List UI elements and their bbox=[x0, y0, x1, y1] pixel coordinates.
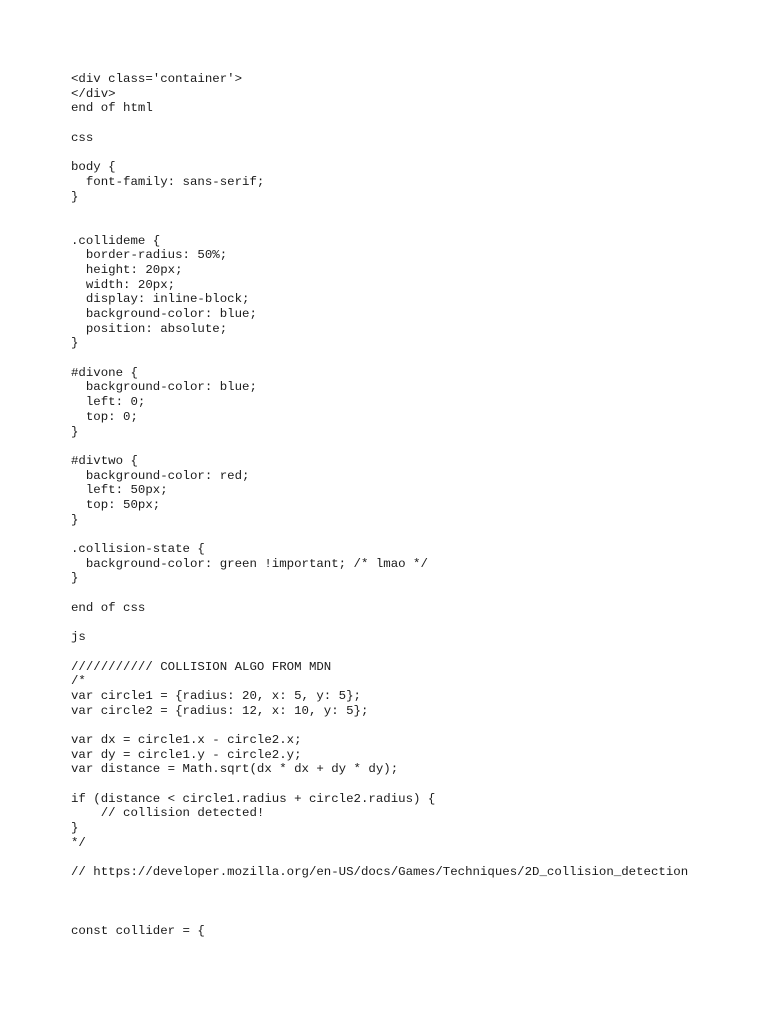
code-line: } bbox=[71, 571, 79, 586]
code-line bbox=[71, 219, 688, 234]
code-line: background-color: blue; bbox=[71, 307, 257, 321]
code-line bbox=[71, 645, 688, 660]
code-line: } bbox=[71, 821, 79, 836]
code-line: css bbox=[71, 130, 94, 145]
code-line: /* bbox=[71, 674, 86, 689]
code-line bbox=[71, 586, 688, 601]
code-line: var circle1 = {radius: 20, x: 5, y: 5}; bbox=[71, 688, 361, 703]
code-line bbox=[71, 439, 688, 454]
code-line bbox=[71, 145, 688, 160]
code-line: #divtwo { bbox=[71, 453, 138, 468]
code-line: end of html bbox=[71, 101, 153, 116]
code-line bbox=[71, 850, 688, 865]
code-line: */ bbox=[71, 835, 86, 850]
code-line: var dy = circle1.y - circle2.y; bbox=[71, 747, 302, 762]
code-line: const collider = { bbox=[71, 923, 205, 938]
code-line: background-color: red; bbox=[71, 468, 250, 483]
code-line: width: 20px; bbox=[71, 277, 176, 292]
code-line: display: inline-block; bbox=[71, 292, 250, 307]
code-line: } bbox=[71, 189, 79, 204]
code-line: /////////// COLLISION ALGO FROM MDN bbox=[71, 659, 332, 674]
code-line: // collision detected! bbox=[71, 806, 265, 821]
code-line: } bbox=[71, 512, 79, 527]
code-line bbox=[71, 527, 688, 542]
code-line: .collision-state { bbox=[71, 542, 205, 556]
code-line: var dx = circle1.x - circle2.x; bbox=[71, 732, 302, 747]
code-line bbox=[71, 116, 688, 131]
code-line: border-radius: 50%; bbox=[71, 248, 228, 263]
code-line: var distance = Math.sqrt(dx * dx + dy * dy); bbox=[71, 762, 399, 777]
code-text-block bbox=[71, 72, 688, 939]
code-line: if (distance < circle1.radius + circle2.radius) { bbox=[71, 791, 436, 806]
code-line: left: 0; bbox=[71, 395, 146, 410]
code-line: js bbox=[71, 630, 86, 645]
code-line: font-family: sans-serif; bbox=[71, 174, 265, 189]
code-line: </div> bbox=[71, 86, 116, 101]
code-line: background-color: green !important; /* lmao */ bbox=[71, 556, 428, 571]
code-line bbox=[71, 718, 688, 733]
code-line bbox=[71, 615, 688, 630]
code-line bbox=[71, 204, 688, 219]
code-line: end of css bbox=[71, 600, 146, 615]
code-line: #divone { bbox=[71, 365, 138, 380]
code-line bbox=[71, 909, 688, 924]
code-line: .collideme { bbox=[71, 233, 161, 248]
code-line: var circle2 = {radius: 12, x: 10, y: 5}; bbox=[71, 703, 369, 718]
code-line: } bbox=[71, 336, 79, 351]
code-line: background-color: blue; bbox=[71, 380, 257, 395]
code-line: } bbox=[71, 424, 79, 439]
code-line bbox=[71, 777, 688, 792]
code-line bbox=[71, 351, 688, 366]
code-line: // https://developer.mozilla.org/en-US/docs/Games/Techniques/2D_collision_detection bbox=[71, 865, 689, 880]
code-line bbox=[71, 880, 688, 895]
code-line: top: 0; bbox=[71, 409, 138, 424]
code-line bbox=[71, 895, 688, 910]
code-line: <div class='container'> bbox=[71, 72, 243, 86]
code-line: left: 50px; bbox=[71, 483, 168, 498]
code-line: position: absolute; bbox=[71, 321, 228, 336]
code-line: top: 50px; bbox=[71, 497, 161, 512]
code-line: height: 20px; bbox=[71, 262, 183, 277]
code-line: body { bbox=[71, 160, 116, 175]
